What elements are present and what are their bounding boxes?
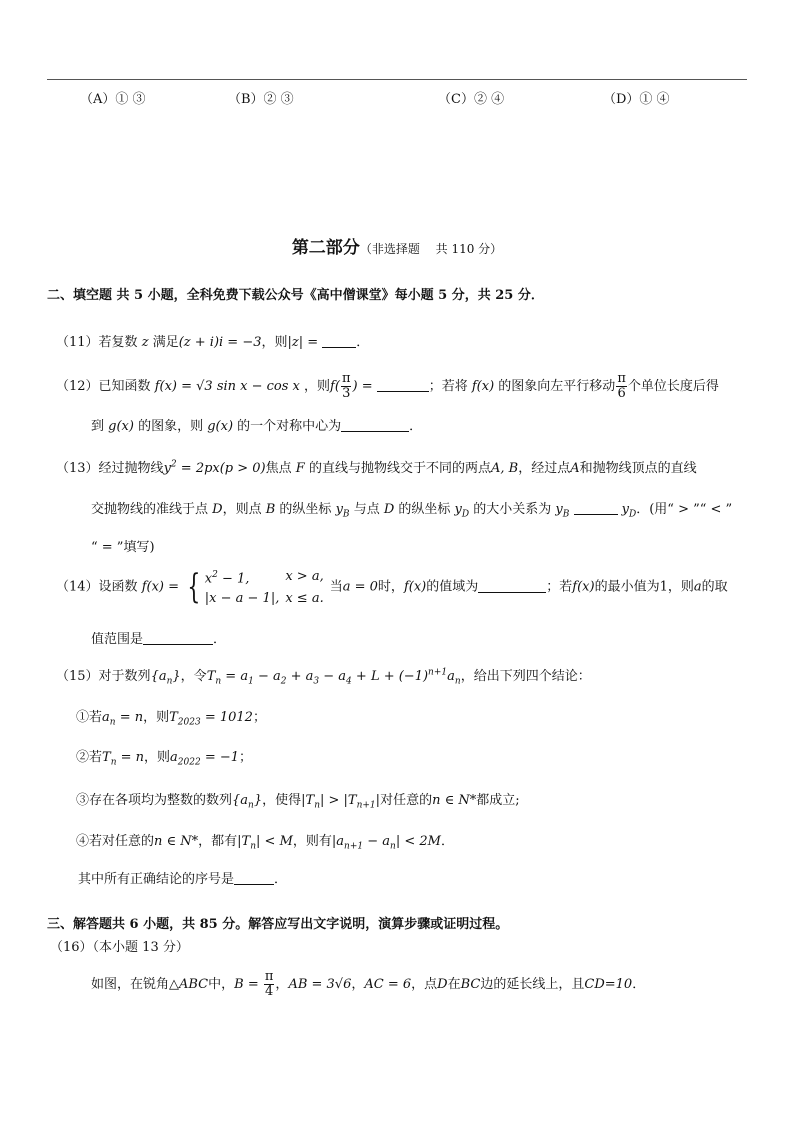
q15-text: ②若	[76, 750, 103, 765]
q15-text: ，则	[144, 750, 171, 765]
q13-text: 和抛物线顶点的直线	[579, 461, 697, 476]
q15-conclusion	[78, 868, 287, 887]
question-15	[56, 665, 591, 687]
q14-text: ；若	[546, 579, 573, 595]
q15-math-nN: n ∈ N*	[432, 793, 477, 808]
q16-math-ABC: ABC	[179, 977, 209, 992]
q16-text: 如图，在锐角△	[91, 977, 179, 992]
q15-math-Tn: $T_n = a_1 - a_2 + a_3 - a_4 + L + (-1)^{n+1}a_n$	[206, 667, 461, 687]
q15-text: ．	[440, 834, 454, 849]
q12-text: 的图象向左平行移动	[498, 379, 616, 394]
q13-answer-blank	[574, 502, 618, 515]
q16-text: 边的延长线上，且	[480, 977, 585, 992]
q14-piecewise: $x^2 - 1$, x > a, |x − a − 1|, x ≤ a.	[204, 569, 324, 607]
q15-text: ，都有	[198, 834, 238, 849]
q11-text: ．	[356, 335, 370, 350]
q13-text: 的直线与抛物线交于不同的两点	[308, 461, 491, 476]
q12-text: 到	[91, 419, 105, 434]
q16-math-AB: AB = 3√6	[288, 977, 352, 992]
q14-math-a0: a = 0	[342, 579, 378, 595]
q13-math-D: D	[208, 502, 223, 517]
q12-text: 的一个对称中心为	[237, 419, 342, 434]
question-13	[56, 457, 697, 476]
q13-math-yD: $y_D$	[450, 502, 470, 520]
part-title-main: 第二部分	[291, 238, 360, 258]
q13-math-A: A	[570, 461, 580, 476]
q13-number: （13）	[56, 461, 99, 476]
q14-text: 值范围是	[91, 632, 144, 647]
q14-math-fx2: f(x)	[403, 579, 427, 595]
q13-math-yB: $y_B$	[331, 502, 350, 520]
q13-text: 交抛物线的准线于点	[91, 502, 209, 517]
q15-text: 对于数列	[98, 669, 151, 684]
q14-math-fx: f(x) =	[137, 579, 184, 595]
q15-math-Tn-n: $T_n = n$	[102, 750, 145, 768]
q15-text: 都成立;	[476, 793, 520, 808]
q14-text: 当	[329, 579, 343, 595]
q11-text: 满足	[152, 335, 179, 350]
q12-number: （12）	[56, 379, 99, 394]
q12-text: 已知函数	[98, 379, 151, 394]
q15-text: ③存在各项均为整数的数列	[76, 793, 233, 808]
q15-math-nN2: n ∈ N*	[154, 834, 199, 849]
q16-text: ．	[632, 977, 646, 992]
section2-heading: 二、填空题 共 5 小题，全科免费下载公众号《高中僧课堂》每小题 5 分，共 25 分．	[47, 288, 544, 303]
q15-text: 对任意的	[380, 793, 433, 808]
question-12-line2	[91, 415, 422, 434]
q14-answer-blank-2	[143, 632, 213, 645]
question-16	[91, 970, 645, 999]
question-13-line2	[91, 498, 732, 520]
option-a: （A）① ③	[80, 92, 146, 107]
q14-text: 的最小值为1，则	[594, 579, 694, 595]
q13-math-B: B	[261, 502, 280, 517]
q16-text: ，	[351, 977, 365, 992]
q13-math-yD2: $y_D$	[617, 502, 637, 520]
q15-statement-1	[76, 706, 266, 728]
q15-text: ，令	[180, 669, 207, 684]
q14-answer-blank-1	[478, 580, 546, 593]
q12-math-fx: f(x) = √3 sin x − cos x	[150, 379, 305, 394]
q11-text: ，则	[261, 335, 288, 350]
q15-text: 其中所有正确结论的序号是	[78, 872, 235, 887]
q13-text: 的纵坐标	[398, 502, 451, 517]
q13-text: ，则点	[222, 502, 262, 517]
q13-text: 的大小关系为	[473, 502, 552, 517]
q13-math-parabola: $y^2 = 2px(p > 0)$	[163, 459, 266, 476]
q13-math-F: F	[291, 461, 309, 476]
q14-text: 的值域为	[426, 579, 479, 595]
q11-number: （11）	[56, 335, 99, 350]
section3-heading: 三、解答题共 6 小题，共 85 分。解答应写出文字说明，演算步骤或证明过程。	[47, 917, 509, 932]
question-14	[56, 565, 728, 609]
q14-number: （14）	[56, 579, 99, 595]
q11-math-eq: (z + i)i = −3	[178, 335, 262, 350]
part-title	[0, 233, 794, 258]
q16-math-CD: CD=10	[584, 977, 633, 992]
q15-math-an-n: $a_n = n$	[102, 710, 144, 728]
q12-math-f-pi3: f( $\frac{\pi}{3}$ ) =	[330, 371, 377, 401]
q15-text: ④若对任意的	[76, 834, 155, 849]
q13-text: ．(用“ > ”“ < ”	[636, 502, 733, 517]
q16-math-D: D	[437, 977, 448, 992]
q12-text: ，则	[304, 379, 331, 394]
q14-text: 时，	[377, 579, 404, 595]
q16-number: （16）（本小题 13 分）	[50, 940, 189, 955]
q12-math-gx2: g(x)	[203, 419, 238, 434]
q15-number: （15）	[56, 669, 99, 684]
q14-math-fx3: f(x)	[572, 579, 595, 595]
q15-text: ，使得	[262, 793, 302, 808]
q16-math-BC: BC	[460, 977, 481, 992]
q16-math-AC: AC = 6	[364, 977, 412, 992]
q15-text: ；	[252, 710, 266, 725]
q15-math-seq: $\{a_n\}$	[150, 669, 181, 687]
q16-text: 在	[447, 977, 461, 992]
q15-text: ，则	[143, 710, 170, 725]
q12-math-pi6: $\frac{\pi}{6}$	[617, 371, 626, 401]
option-d: （D）① ④	[603, 92, 670, 107]
q15-math-T2023: $T_{2023} = 1012$	[169, 710, 253, 728]
q11-math-absz: |z| =	[287, 335, 323, 350]
q15-math-seq2: $\{a_n\}$	[232, 793, 263, 811]
q15-math-ineq: $|T_n| > |T_{n+1}|$	[301, 793, 381, 811]
q15-statement-2	[76, 746, 252, 768]
option-b: （B）② ③	[228, 92, 294, 107]
q15-statement-4	[76, 830, 454, 852]
q15-math-diff: $|a_{n+1} - a_n| < 2M$	[331, 834, 441, 852]
q13-math-yB2: $y_B$	[551, 502, 570, 520]
q15-math-a2022: $a_{2022} = -1$	[170, 750, 240, 768]
question-11	[56, 331, 369, 350]
q15-answer-blank	[234, 872, 274, 885]
q15-text: ①若	[76, 710, 103, 725]
q12-math-gx: g(x)	[104, 419, 139, 434]
q16-text: 中，	[208, 977, 235, 992]
q12-answer-blank-2	[341, 419, 409, 432]
q15-text: ，给出下列四个结论：	[460, 669, 591, 684]
q13-text: ，经过点	[518, 461, 571, 476]
q12-text: 个单位长度后得	[627, 379, 719, 394]
q15-text: ．	[274, 872, 288, 887]
q12-text: 的图象，则	[138, 419, 204, 434]
q12-text: ；若将	[428, 379, 468, 394]
q12-answer-blank-1	[377, 379, 429, 392]
q16-math-B: B = $\frac{\pi}{4}$	[234, 969, 274, 999]
q16-text: ，点	[411, 977, 438, 992]
q14-text: 的取	[701, 579, 728, 595]
q14-text: 设函数	[98, 579, 138, 595]
q15-text: ；	[239, 750, 253, 765]
q11-text: 若复数	[98, 335, 138, 350]
question-12	[56, 372, 719, 401]
top-rule	[47, 79, 747, 80]
question-14-line2	[91, 628, 226, 647]
question-13-line3: “ = ”填写)	[91, 540, 155, 555]
q15-statement-3	[76, 789, 520, 811]
q13-math-D2: D	[379, 502, 399, 517]
option-c: （C）② ④	[438, 92, 505, 107]
part-title-sub: （非选择题 共 110 分）	[359, 242, 503, 256]
q15-math-TnM: $|T_n| < M$	[237, 834, 293, 852]
q13-text: 的纵坐标	[279, 502, 332, 517]
q13-text: 经过抛物线	[98, 461, 164, 476]
q13-text: 焦点	[265, 461, 292, 476]
q11-answer-blank	[322, 335, 356, 348]
q14-text: ．	[213, 632, 227, 647]
q14-left-brace: {	[187, 567, 201, 608]
q14-math-a: a	[693, 579, 702, 595]
q16-text: ，	[275, 977, 289, 992]
q13-math-AB: A, B	[490, 461, 519, 476]
q12-text: ．	[409, 419, 423, 434]
q12-math-fx2: f(x)	[467, 379, 499, 394]
q11-math-z: z	[137, 335, 153, 350]
q15-text: ，则有	[292, 834, 332, 849]
q13-text: 与点	[353, 502, 380, 517]
